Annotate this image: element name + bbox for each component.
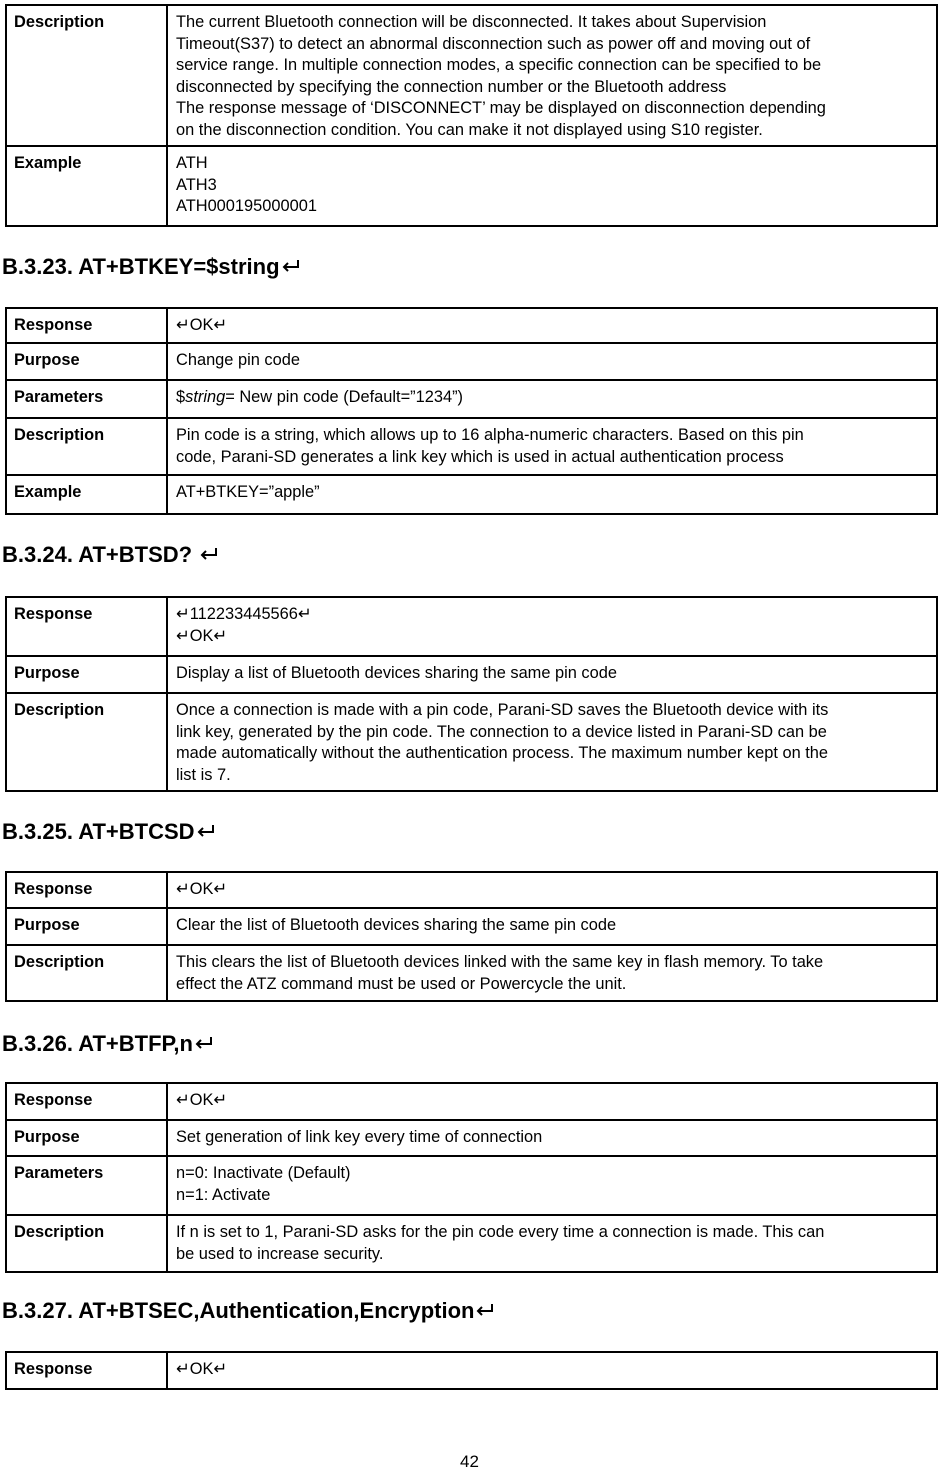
text-line: n=0: Inactivate (Default) [176, 1164, 351, 1182]
text-line: Clear the list of Bluetooth devices sharing the same pin code [176, 916, 617, 934]
text-line: ↵OK↵ [176, 1091, 228, 1109]
row-value [167, 146, 937, 226]
table-btsd [5, 596, 938, 792]
text-line: Timeout(S37) to detect an abnormal disconnection such as power off and moving out of [176, 34, 811, 53]
text-line: ATH000195000001 [176, 197, 317, 215]
table-row [6, 343, 937, 380]
table-row [6, 693, 937, 791]
row-value [167, 908, 937, 945]
row-key: Description [6, 5, 167, 146]
row-key: Example [6, 146, 167, 226]
table-row [6, 1120, 937, 1156]
return-arrow-icon [476, 1303, 494, 1317]
text-line: ↵OK↵ [176, 626, 228, 645]
text-line: list is 7. [176, 765, 231, 784]
text-line: ↵OK↵ [176, 1360, 228, 1378]
text-line: This clears the list of Bluetooth devices linked with the same key in flash memory. To take [176, 953, 824, 971]
text-line: AT+BTKEY=”apple” [176, 483, 320, 501]
section-heading-b327: B.3.27. AT+BTSEC,Authentication,Encryption [2, 1298, 494, 1324]
text-line: effect the ATZ command must be used or Powercycle the unit. [176, 974, 627, 993]
table-row [6, 380, 937, 418]
table-btkey [5, 307, 938, 515]
return-arrow-icon [282, 259, 300, 273]
table-row [6, 308, 937, 343]
row-key: Example [6, 475, 167, 514]
return-arrow-icon [200, 547, 218, 561]
row-value [167, 475, 937, 514]
row-key: Purpose [6, 656, 167, 693]
param-description: = New pin code (Default=”1234”) [225, 388, 464, 406]
row-key: Parameters [6, 1156, 167, 1215]
text-line: ↵112233445566↵ [176, 605, 312, 623]
table-row [6, 146, 937, 226]
page-number: 42 [460, 1452, 479, 1471]
row-value [167, 597, 937, 656]
return-arrow-icon [197, 824, 215, 838]
row-value [167, 693, 937, 791]
table-btfp [5, 1082, 938, 1273]
row-value [167, 380, 937, 418]
table-row [6, 5, 937, 146]
table-row [6, 656, 937, 693]
text-line: Set generation of link key every time of connection [176, 1128, 543, 1146]
table-btsec [5, 1351, 938, 1390]
text-line: ↵OK↵ [176, 880, 228, 898]
text-line: $string= New pin code (Default=”1234”) [176, 388, 464, 406]
section-heading-b325: B.3.25. AT+BTCSD [2, 819, 215, 845]
text-line: n=1: Activate [176, 1185, 271, 1204]
table-row [6, 597, 937, 656]
row-key: Description [6, 418, 167, 475]
row-key: Response [6, 1083, 167, 1120]
row-value [167, 418, 937, 475]
row-key: Purpose [6, 343, 167, 380]
text-line: ATH3 [176, 175, 217, 194]
text-line: service range. In multiple connection modes, a specific connection can be specified to be [176, 56, 822, 74]
table-row [6, 1083, 937, 1120]
table-row [6, 945, 937, 1001]
row-value [167, 872, 937, 908]
row-key: Response [6, 872, 167, 908]
table-row [6, 872, 937, 908]
row-key: Purpose [6, 1120, 167, 1156]
text-line: be used to increase security. [176, 1244, 384, 1263]
text-line: Change pin code [176, 351, 300, 369]
text-line: ↵OK↵ [176, 316, 228, 334]
table-row [6, 1156, 937, 1215]
row-key: Description [6, 1215, 167, 1272]
text-line: The response message of ‘DISCONNECT’ may be displayed on disconnection depending [176, 99, 826, 117]
table-row [6, 908, 937, 945]
text-line: Pin code is a string, which allows up to 16 alpha-numeric characters. Based on this pin [176, 426, 804, 444]
text-line: link key, generated by the pin code. The connection to a device listed in Parani-SD can be [176, 722, 827, 741]
row-value [167, 343, 937, 380]
row-value [167, 308, 937, 343]
row-key: Description [6, 693, 167, 791]
text-line: code, Parani-SD generates a link key which is used in actual authentication process [176, 447, 784, 466]
row-value [167, 1215, 937, 1272]
row-key: Description [6, 945, 167, 1001]
row-value [167, 1156, 937, 1215]
row-value [167, 1120, 937, 1156]
return-arrow-icon [195, 1036, 213, 1050]
text-line: Once a connection is made with a pin code, Parani-SD saves the Bluetooth device with its [176, 701, 829, 719]
table-row [6, 475, 937, 514]
table-disconnect-continued [5, 4, 938, 227]
row-value [167, 656, 937, 693]
table-btcsd [5, 871, 938, 1002]
table-row [6, 1215, 937, 1272]
text-line: made automatically without the authentication process. The maximum number kept on the [176, 744, 829, 762]
table-row [6, 418, 937, 475]
text-line: Display a list of Bluetooth devices sharing the same pin code [176, 664, 617, 682]
section-heading-b326: B.3.26. AT+BTFP,n [2, 1031, 213, 1057]
text-line: The current Bluetooth connection will be disconnected. It takes about Supervision [176, 13, 767, 31]
section-heading-b323: B.3.23. AT+BTKEY=$string [2, 254, 300, 280]
row-value [167, 5, 937, 146]
row-value [167, 945, 937, 1001]
text-line: ATH [176, 154, 208, 172]
row-key: Purpose [6, 908, 167, 945]
section-heading-b324: B.3.24. AT+BTSD? [2, 542, 218, 568]
row-value [167, 1352, 937, 1389]
text-line: disconnected by specifying the connection number or the Bluetooth address [176, 77, 727, 96]
text-line: If n is set to 1, Parani-SD asks for the pin code every time a connection is made. This can [176, 1223, 825, 1241]
param-variable: string [185, 388, 226, 406]
row-key: Parameters [6, 380, 167, 418]
table-row [6, 1352, 937, 1389]
row-value [167, 1083, 937, 1120]
row-key: Response [6, 597, 167, 656]
text-line: on the disconnection condition. You can make it not displayed using S10 register. [176, 120, 763, 139]
row-key: Response [6, 308, 167, 343]
row-key: Response [6, 1352, 167, 1389]
